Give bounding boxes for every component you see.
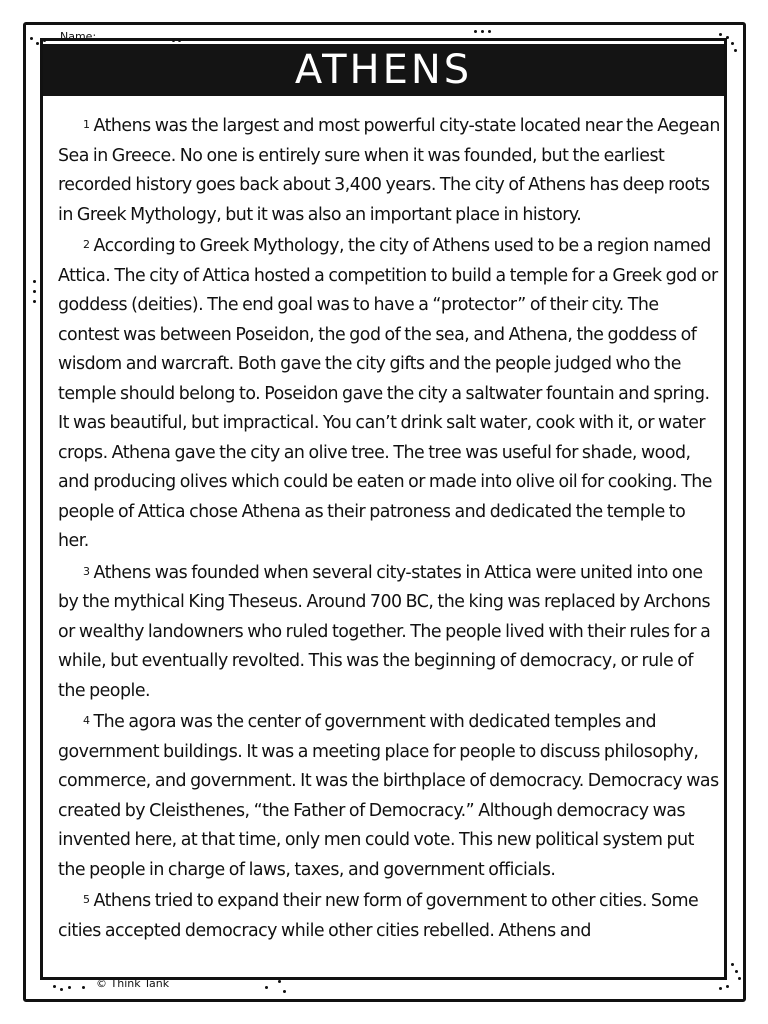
paragraph-text: Athens was founded when several city-states in Attica were united into one by the mythical King Theseus. Around 700 BC, the king was replaced by Archons or wealthy landowners who ruled together. The people lived with their rules for a while, but eventually revolted. This was the beginning of democracy, or rule of the people.	[58, 562, 711, 701]
paragraph-number: 3	[83, 564, 90, 578]
paragraph-number: 4	[83, 714, 90, 727]
name-field-label: Name:	[60, 30, 97, 43]
paragraph-number: 1	[83, 118, 90, 131]
paragraph-text: Athens tried to expand their new form of government to other cities. Some cities accepted democracy while other cities rebelled. Athens and	[58, 891, 699, 941]
paragraph-number: 2	[83, 238, 90, 251]
paragraph-text: The agora was the center of government with dedicated temples and government buildings. It was a meeting place for people to discuss philosophy, commerce, and government. It was the birthplace of democracy. Democracy was created by Cleisthenes, “the Father of Democracy.” Although democracy was invented here, at that time, only men could vote. This new political system put the people in charge of laws, taxes, and government officials.	[58, 712, 719, 880]
paragraph	[58, 706, 720, 885]
copyright-footer: © Think Tank	[96, 977, 170, 990]
page-title: ATHENS	[294, 47, 473, 93]
article-body	[58, 110, 720, 946]
paragraph-text: According to Greek Mythology, the city of Athens used to be a region named Attica. The city of Attica hosted a competition to build a temple for a Greek god or goddess (deities). The end goal was to have a “protector” of their city. The contest was between Poseidon, the god of the sea, and Athena, the goddess of wisdom and warcraft. Both gave the city gifts and the people judged who the temple should belong to. Poseidon gave the city a saltwater fountain and spring. It was beautiful, but impractical. You can’t drink salt water, cook with it, or water crops. Athena gave the city an olive tree. The tree was useful for shade, wood, and producing olives which could be eaten or made into olive oil for cooking. The people of Attica chose Athena as their patroness and dedicated the temple to her.	[58, 236, 718, 551]
paragraph	[58, 230, 720, 557]
paragraph-text: Athens was the largest and most powerful city-state located near the Aegean Sea in Greece. No one is entirely sure when it was founded, but the earliest recorded history goes back about 3,400 years. The city of Athens has deep roots in Greek Mythology, but it was also an important place in history.	[58, 116, 720, 225]
paragraph-number: 5	[83, 893, 90, 906]
paragraph	[58, 885, 720, 946]
paragraph	[58, 110, 720, 230]
paragraph	[58, 557, 720, 707]
title-banner	[43, 44, 724, 96]
